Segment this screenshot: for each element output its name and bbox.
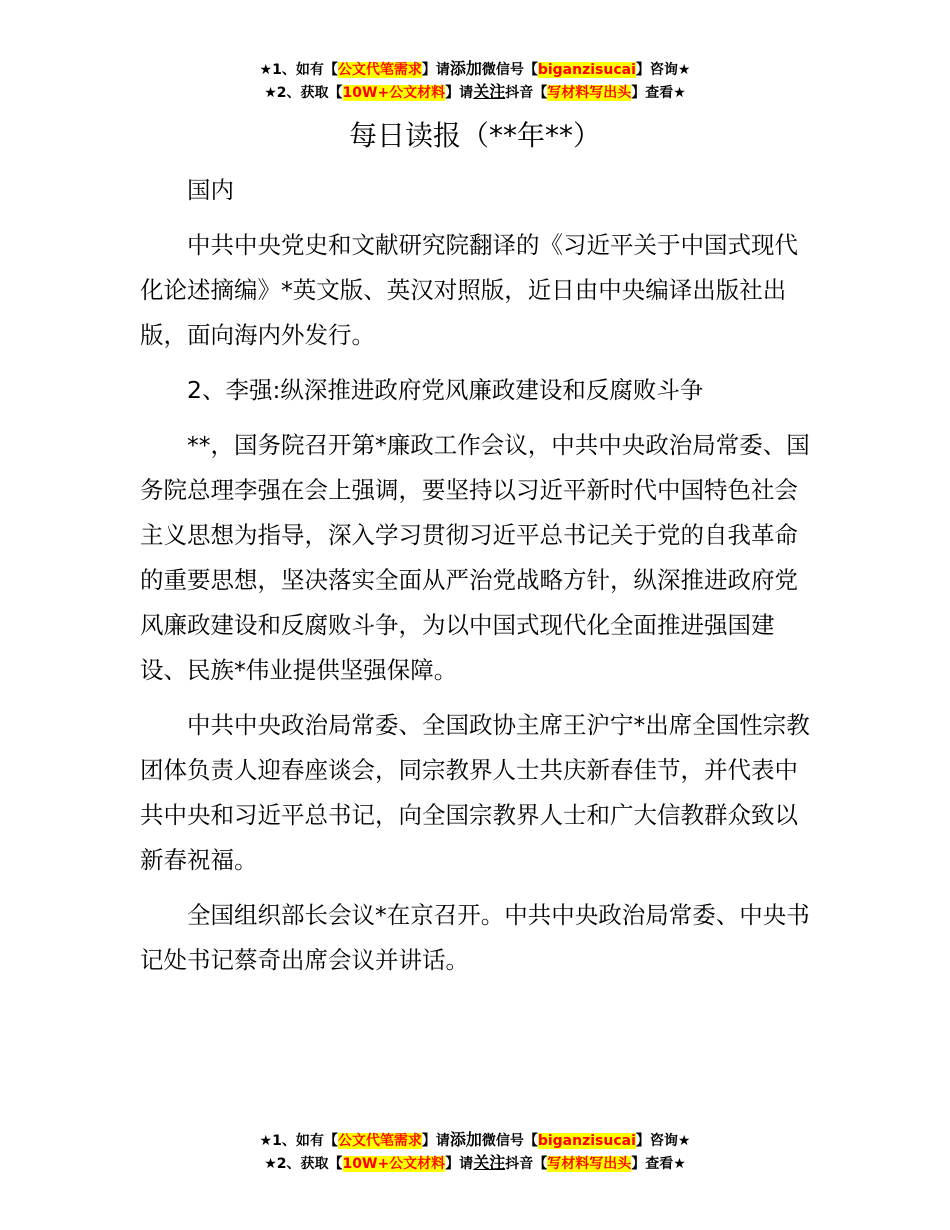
paragraph: **，国务院召开第*廉政工作会议，中共中央政治局常委、国务院总理李强在会上强调，要坚持以习近平新时代中国特色社会主义思想为指导，深入学习贯彻习近平总书记关于党的自我革命的重要思想，坚决落实全面从严治党战略方针，纵深推进政府党风廉政建设和反腐败斗争，为以中国式现代化全面推进强国建设、民族*伟业提供坚强保障。 (140, 431, 810, 684)
banner-text: ★1、如有【 (259, 62, 338, 78)
banner-text: 微信号【 (481, 62, 538, 78)
banner-text: 】请 (445, 1156, 474, 1172)
section-heading: 国内 (187, 176, 234, 204)
banner-text: 】查看★ (631, 1156, 686, 1172)
banner-text: 】请 (421, 1133, 450, 1149)
banner-text: 】咨询★ (635, 1133, 691, 1149)
header-banner (0, 58, 950, 104)
highlight-text: 公文代笔需求 (337, 62, 422, 78)
emphasis-text: 关注 (473, 1153, 506, 1172)
banner-line-1 (0, 1129, 950, 1152)
banner-text: ★1、如有【 (259, 1133, 338, 1149)
emphasis-text: 关注 (473, 82, 506, 101)
banner-text: 】咨询★ (635, 62, 691, 78)
wechat-id-highlight: biganzisucai (537, 1133, 636, 1149)
banner-text: 】请 (421, 62, 450, 78)
banner-text: 抖音【 (505, 85, 548, 101)
banner-line-1 (0, 58, 950, 81)
emphasis-text: 添加 (449, 59, 482, 78)
banner-text: ★2、获取【 (264, 1156, 343, 1172)
banner-text: ★2、获取【 (264, 85, 343, 101)
banner-line-2 (0, 1152, 950, 1175)
paragraph: 中共中央党史和文献研究院翻译的《习近平关于中国式现代化论述摘编》*英文版、英汉对照版，近日由中央编译出版社出版，面向海内外发行。 (140, 231, 798, 349)
banner-text: 】请 (445, 85, 474, 101)
douyin-id-highlight: 写材料写出头 (547, 1156, 632, 1172)
emphasis-text: 添加 (449, 1130, 482, 1149)
banner-text: 微信号【 (481, 1133, 538, 1149)
highlight-text: 公文代笔需求 (337, 1133, 422, 1149)
banner-text: 抖音【 (505, 1156, 548, 1172)
footer-banner (0, 1129, 950, 1175)
paragraph: 全国组织部长会议*在京召开。中共中央政治局常委、中央书记处书记蔡奇出席会议并讲话。 (140, 901, 810, 974)
news-heading: 2、李强:纵深推进政府党风廉政建设和反腐败斗争 (187, 376, 704, 404)
highlight-text: 10W+公文材料 (342, 85, 446, 101)
banner-text: 】查看★ (631, 85, 686, 101)
banner-line-2 (0, 81, 950, 104)
highlight-text: 10W+公文材料 (342, 1156, 446, 1172)
douyin-id-highlight: 写材料写出头 (547, 85, 632, 101)
document-body (140, 168, 820, 993)
paragraph: 中共中央政治局常委、全国政协主席王沪宁*出席全国性宗教团体负责人迎春座谈会，同宗教界人士共庆新春佳节，并代表中共中央和习近平总书记，向全国宗教界人士和广大信教群众致以新春祝福。 (140, 711, 810, 874)
document-title: 每日读报（**年**） (348, 119, 601, 152)
wechat-id-highlight: biganzisucai (537, 62, 636, 78)
